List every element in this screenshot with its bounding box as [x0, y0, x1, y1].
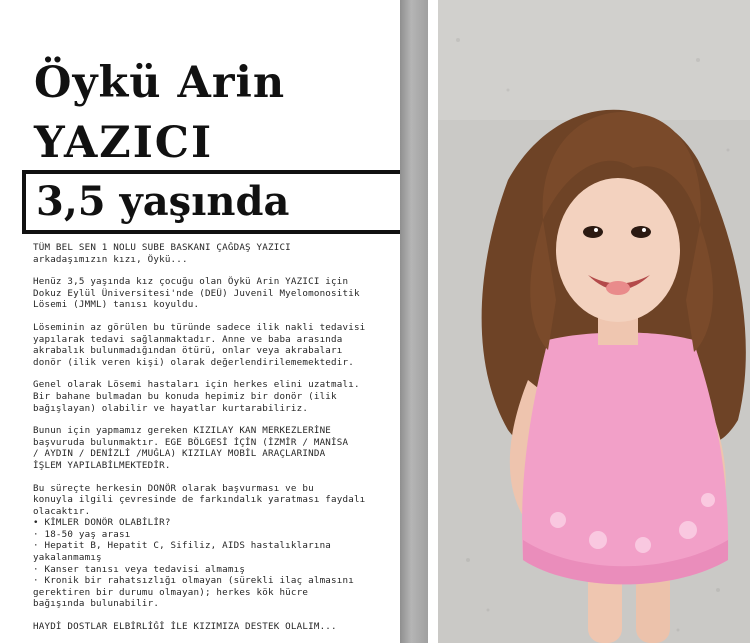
body-line: başvuruda bulunmaktır. EGE BÖLGESİ İÇİN (İZMİR / MANİSA [33, 436, 349, 448]
body-line: bağışında bulunabilir. [33, 598, 160, 610]
body-line: · Hepatit B, Hepatit C, Sifiliz, AIDS hastalıklarına [33, 540, 332, 552]
body-line: yakalanmamış [33, 552, 102, 564]
paragraph-gap [33, 610, 404, 621]
body-line: donör (ilik veren kişi) olarak değerlendirilememektedir. [33, 356, 354, 368]
age-box [22, 170, 404, 234]
child-first-name: Öykü Arin [34, 58, 286, 108]
body-line: Bunun için yapmamız gereken KIZILAY KAN MERKEZLERİNE [33, 425, 332, 437]
body-line: gerektiren bir durumu olmayan); herkes kök hücre [33, 586, 309, 598]
pink-dress [522, 333, 728, 585]
body-line: · 18-50 yaş arası [33, 528, 131, 540]
body-line: Löseminin az görülen bu türünde sadece ilik nakli tedavisi [33, 321, 366, 333]
child-last-name: YAZICI [34, 118, 214, 168]
body-line: Genel olarak Lösemi hastaları için herkes elini uzatmalı. [33, 379, 360, 391]
face [556, 178, 680, 322]
body-line: TÜM BEL SEN 1 NOLU SUBE BASKANI ÇAĞDAŞ YAZICI [33, 242, 291, 253]
body-line: · Kanser tanısı veya tedavisi almamış [33, 563, 246, 575]
body-line: İŞLEM YAPILABİLMEKTEDİR. [33, 459, 171, 471]
body-line: bağışlayan) olabilir ve hayatlar kurtarabiliriz. [33, 402, 309, 414]
body-line: HAYDİ DOSTLAR ELBİRLİĞİ İLE KIZIMIZA DESTEK OLALIM... [33, 621, 337, 633]
right-eye [631, 226, 651, 238]
photo-illustration [438, 0, 750, 643]
poster-body-text [33, 242, 404, 633]
body-line: yapılarak tedavi sağlanmaktadır. Anne ve baba arasında [33, 333, 343, 345]
body-line: Dokuz Eylül Üniversitesi'nde (DEÜ) Juvenil Myelomonositik [33, 287, 360, 299]
paragraph-gap [33, 311, 404, 322]
child-photo [438, 0, 750, 643]
paragraph-gap [33, 414, 404, 425]
body-line: / AYDIN / DENİZLİ /MUĞLA) KIZILAY MOBİL ARAÇLARINDA [33, 448, 326, 460]
body-line: Lösemi (JMML) tanısı koyuldu. [33, 299, 200, 311]
paragraph-gap [33, 472, 404, 483]
paragraph-gap [33, 368, 404, 379]
paragraph-gap [33, 265, 404, 276]
body-line: akrabalık bulunmadığından ötürü, onlar veya akrabaları [33, 345, 343, 357]
left-eye [583, 226, 603, 238]
body-line: · Kronik bir rahatsızlığı olmayan (sürekli ilaç almasını [33, 575, 354, 587]
body-line: konuyla ilgili çevresinde de farkındalık yaratması faydalı [33, 494, 366, 506]
body-line: Bir bahane bulmadan bu konuda hepimiz bir donör (ilik [33, 390, 337, 402]
body-line: arkadaşımızın kızı, Öykü... [33, 253, 188, 265]
body-line: Henüz 3,5 yaşında kız çocuğu olan Öykü Arin YAZICI için [33, 276, 349, 288]
age-label: 3,5 yaşında [36, 178, 290, 225]
gutter-strip [400, 0, 428, 643]
body-line: • KİMLER DONÖR OLABİLİR? [33, 517, 171, 529]
body-line: Bu süreçte herkesin DONÖR olarak başvurması ve bu [33, 482, 314, 494]
body-line: olacaktır. [33, 505, 91, 517]
panel-divider [428, 0, 438, 643]
